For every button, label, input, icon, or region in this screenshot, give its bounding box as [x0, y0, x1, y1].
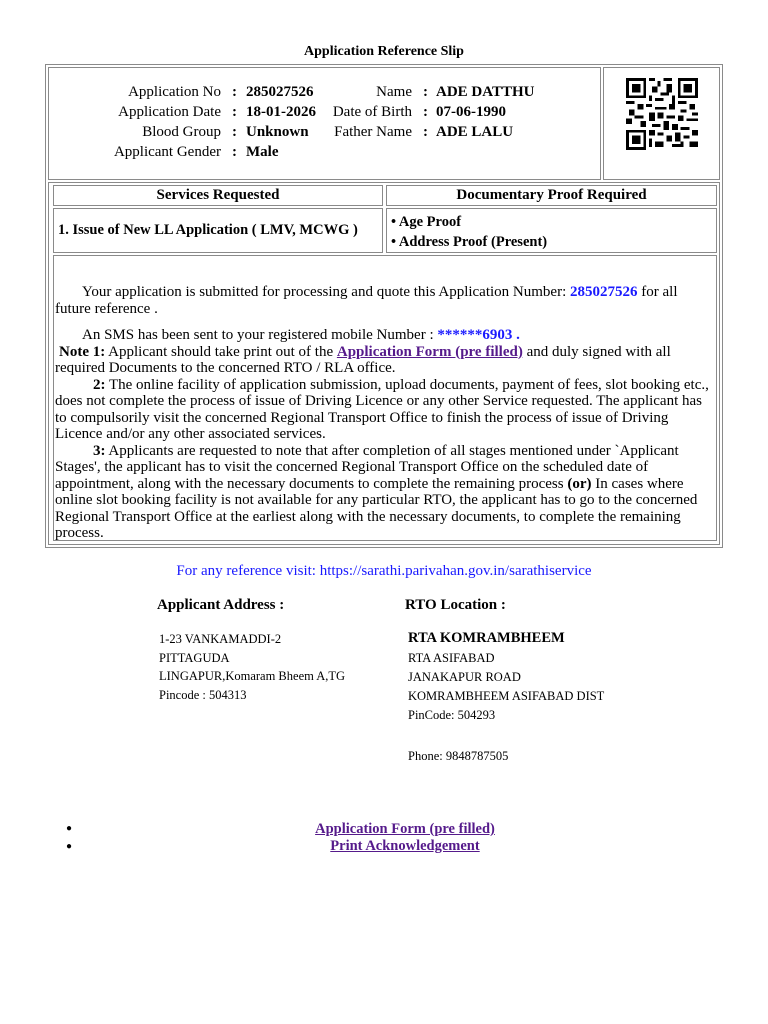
applicant-name: ADE DATTHU — [436, 84, 535, 100]
blood-group: Unknown — [246, 124, 309, 140]
application-date: 18-01-2026 — [246, 104, 316, 120]
note-2: 2: The online facility of application submission, upload documents, payment of fees, slot booking etc., does not complete the process of issue of Driving Licence or any other Service requested. The applicant has to compulsorily visit the concerned Regional Transport Office to finish the process of issue of Driving Licence and/or any other associated services. — [55, 376, 709, 442]
links-row-2 — [0, 838, 768, 855]
applicant-address-heading: Applicant Address : — [157, 597, 285, 613]
page-title: Application Reference Slip — [304, 44, 464, 59]
dob-label: Date of Birth — [332, 104, 412, 120]
sms-message: An SMS has been sent to your registered mobile Number : ******6903 . — [82, 327, 520, 343]
application-no-label: Application No — [128, 84, 221, 100]
gender-label: Applicant Gender — [113, 144, 221, 160]
reference-text: For any reference visit: https://sarathi.parivahan.gov.in/sarathiservice — [176, 563, 592, 579]
note-1: Note 1: Applicant should take print out of the Application Form (pre filled) and duly signed with all required Documents to the concerned RTO / RLA office. — [55, 343, 671, 376]
gender: Male — [246, 144, 279, 160]
application-date-label: Application Date — [118, 104, 221, 120]
rto-address: RTA ASIFABAD JANAKAPUR ROAD KOMRAMBHEEM ASIFABAD DIST PinCode: 504293 — [408, 651, 605, 722]
rto-location-heading: RTO Location : — [405, 597, 506, 613]
father-name: ADE LALU — [436, 124, 514, 140]
father-name-label: Father Name — [334, 124, 412, 140]
dob: 07-06-1990 — [436, 104, 506, 120]
application-number-highlight: 285027526 — [570, 284, 638, 300]
application-form-link[interactable]: Application Form (pre filled) — [315, 821, 495, 837]
qr-code-icon — [625, 78, 699, 150]
print-acknowledgement-link[interactable]: Print Acknowledgement — [330, 838, 480, 854]
applicant-address: 1-23 VANKAMADDI-2 PITTAGUDA LINGAPUR,Komaram Bheem A,TG Pincode : 504313 — [159, 632, 346, 702]
submission-message: Your application is submitted for processing and quote this Application Number: 285027526 for all future reference . — [55, 284, 678, 317]
note-3: 3: Applicants are requested to note that after completion of all stages mentioned under `Applicant Stages', the applicant has to visit the concerned Regional Transport Office on the scheduled date of appointment, along with the necessary documents to complete the remaining process (or) In cases where online slot booking facility is not available for any particular RTO, the applicant has to go to the concerned Regional Transport Office at the earliest along with the necessary documents, to complete the remaining process. — [55, 442, 698, 541]
service-item: 1. Issue of New LL Application ( LMV, MCWG ) — [53, 208, 383, 253]
proof-item: • Age Proof — [391, 214, 462, 230]
bullet-icon: ● — [66, 823, 73, 834]
blood-group-label: Blood Group — [142, 124, 221, 140]
rto-phone: Phone: 9848787505 — [408, 749, 509, 763]
rto-name: RTA KOMRAMBHEEM — [408, 630, 565, 646]
services-requested-header: Services Requested — [53, 185, 383, 206]
bullet-icon: ● — [66, 841, 73, 852]
application-no: 285027526 — [246, 84, 314, 100]
documentary-proof-header: Documentary Proof Required — [386, 185, 717, 206]
notes-box — [53, 255, 717, 541]
proof-list — [386, 208, 717, 253]
proof-item: • Address Proof (Present) — [391, 234, 548, 250]
application-form-link-inline[interactable]: Application Form (pre filled) — [336, 343, 523, 360]
mobile-number: ******6903 . — [437, 327, 520, 343]
links-row-1 — [0, 821, 768, 838]
name-label: Name — [376, 84, 412, 100]
